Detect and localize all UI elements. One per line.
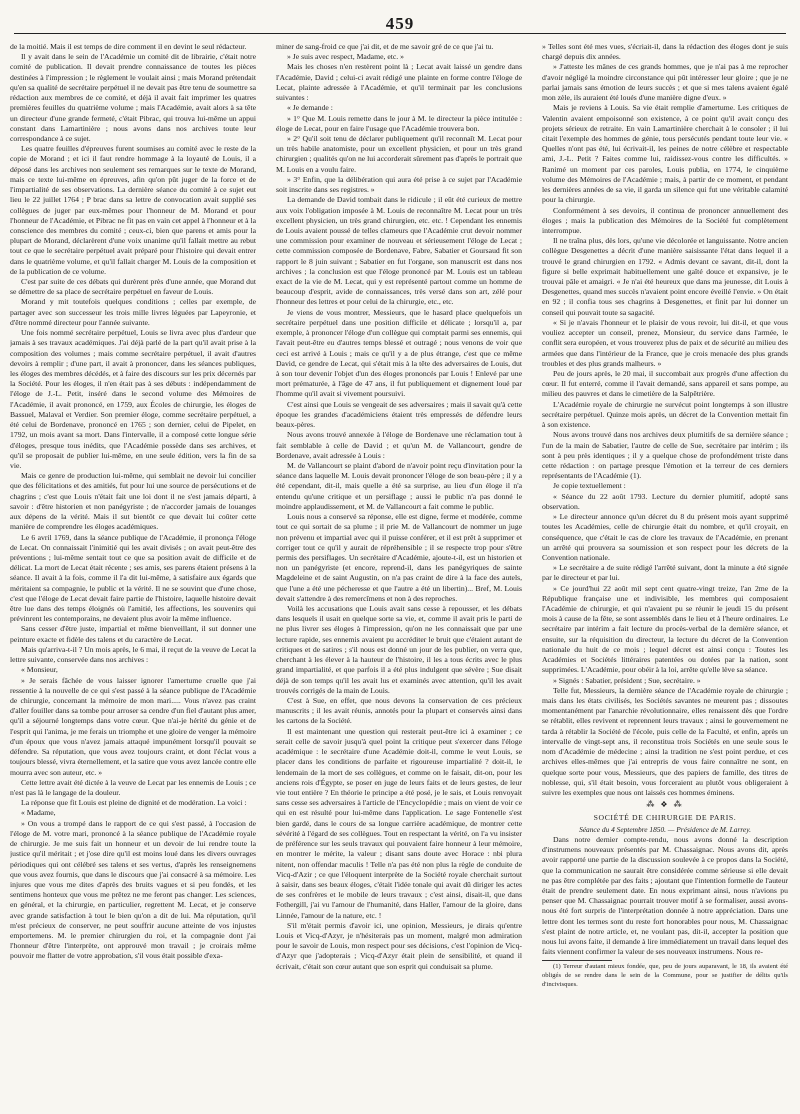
column-2 (276, 42, 522, 1106)
paragraph: La demande de David tombait dans le ridicule ; il eût été curieux de mettre aux voix l'obligation imposée à M. Louis de reconnaître M. Lecat pour un très excellent physicien, un très grand chirurgien, etc. etc. ! Cependant les ennemis de Louis avaient poussé de telles clameurs que l'Académie crut devoir nommer une commission pour examiner de nouveau et sérieusement l'éloge de Lecat ; cette commission composée de Bordenave, Fabre, Sabatier et Goursaud fit son rapport le 8 juin suivant ; Sabatier en fut l'organe, son manuscrit est dans nos archives ; la conclusion est que l'éloge prononcé par M. Louis est un tableau exact de la vie de M. Lecat, qui y est représenté partout comme un homme de beaucoup d'esprit, avide de connaissances, très versé dans son art, zélé pour l'honneur des lettres et pour celui de la chirurgie, etc., etc. (276, 195, 522, 307)
paragraph: » On vous a trompé dans le rapport de ce qui s'est passé, à l'occasion de l'éloge de M. votre mari, prononcé à la séance publique de l'Académie royale de chirurgie. Je me suis fait un honneur et un devoir de lui rendre toute la justice qu'il méritait ; et j'ose dire qu'il est moins loué dans les divers ouvrages périodiques qui ont célébré ses talens et ses vertus, d'après les renseignemens que vous avez fournis, que dans le discours que j'ai consacré à sa mémoire. Les injures que vous me dites d'après des bruits vagues et si peu fondés, et les sentimens honteux que vous me prêtez ne me feront pas changer. Les sciences, en général, et la chirurgie, en particulier, regrettent M. Lecat, et je conserve avec grande satisfaction à tout le bien qu'on a dit de lui. Ma réputation, qu'il m'est précieux de conserver, ne peut souffrir aucune atteinte de vos injustes emportemens. M. le premier chirurgien du roi, et la compagnie dont j'ai l'honneur d'être l'interprète, ont approuvé mon travail ; je croirais même pouvoir me flatter de votre approbation, s'il vous était possible d'exa- (10, 818, 256, 961)
section-subtitle: Séance du 4 Septembre 1850. — Présidence de M. Larrey. (579, 824, 751, 834)
paragraph: « Monsieur, (21, 665, 58, 675)
paragraph: Louis nous a conservé sa réponse, elle est digne, ferme et modérée, comme tout ce qui sortait de sa plume ; il prie M. de Vallancourt de nommer un juge non prévenu et impartial avec qui il puisse conférer, et il est prêt à supprimer et corriger tout ce qu'il y aurait de répréhensible ; il se respecte trop pour s'être permis des persiflages. Un secrétaire d'Académie, ajoute-t-il, est un historien et non un panégyriste (et encore, reprend-il, dans les panégyriques de sainte Magdeleine et de saint Augustin, on n'a pas craint de dire à la face des autels, que l'une a été une pécheresse et que l'autre a été un libertin)... Bref, M. Louis devait s'attendre à des remercîmens et non à des reproches. (276, 512, 522, 603)
paragraph: » Le directeur annonce qu'un décret du 8 du présent mois ayant supprimé toutes les Académies, celle de chirurgie était du nombre, et qu'il croyait, en conséquence, que c'était le cas de clore les travaux de l'Académie, en prenant un arrêté qui prouvera sa soumission et son respect pour les décrets de la Convention nationale. (542, 512, 788, 562)
paragraph: Mais les choses n'en restèrent point là ; Lecat avait laissé un gendre dans l'Académie, David ; celui-ci avait rédigé une plainte en forme contre l'éloge de Lecat, plainte adressée à l'Académie, et qu'il terminait par les conclusions suivantes : (276, 62, 522, 103)
paragraph: Conformément à ses devoirs, il continua de prononcer annuellement des éloges ; mais la publication des Mémoires de la Société fut complètement interrompue. (542, 205, 788, 235)
paragraph: Cette lettre avait été dictée à la veuve de Lecat par les ennemis de Louis ; ce n'est pas là le langage de la douleur. (10, 777, 256, 797)
paragraph: Il y avait dans le sein de l'Académie un comité dit de librairie, c'était notre comité de publication. Il devait prendre connaissance de toutes les pièces destinées à l'impression ; le règlement le voulait ainsi ; mais Morand prétendait qu'en sa qualité de secrétaire perpétuel il ne devait pas être tenu de soumettre sa rédaction aux membres de ce comité, et déjà il avait fait imprimer les quatres premières feuilles du quatrième volume ; mais l'Académie, avait alors à sa tête un directeur d'une grande fermeté, c'était Pibrac, qui trouva lui-même un appui constant dans Lamartinière ; nous avons dans nos archives toute leur correspondance à ce sujet. (10, 52, 256, 143)
header-rule (14, 33, 786, 34)
paragraph: » Je serais fâchée de vous laisser ignorer l'amertume cruelle que j'ai ressentie à la nouvelle de ce qui s'est passé à la séance publique de l'Académie de chirurgie, concernant la mémoire de mon mari..... Vous n'avez pas craint d'aller fouiller dans sa tombe pour arroser sa cendre d'un fiel d'autant plus amer, qu'il a séjourné longtemps dans votre cœur. Que n'ai-je hérité du génie et de l'esprit qui l'anima, je me ferais un triomphe et une gloire de venger la mémoire d'un époux que vous n'avez jamais attaqué impunément lorsqu'il pouvait se défendre. Sa réputation, que vous avez toujours craint, et dont l'éclat vous a toujours blessé, vivra éternellement, et la satire que vous avez lancée contre elle mourra avec son auteur, etc. » (10, 675, 256, 777)
paragraph: Mais je reviens à Louis. Sa vie était remplie d'amertume. Les critiques de Valentin avaient empoisonné son existence, à ce point qu'il avait conçu des projets sérieux de retraite. En vain Lamartinière cherchait à le consoler ; il lui citait l'exemple des hommes de génie, tous persécutés pendant toute leur vie. « Quelles n'ont pas été, lui écrivait-il, les peines de notre célèbre et respectable ami, J.-L. Petit ? Faites comme lui, raidissez-vous contre les difficultés. » Ranimé un moment par ces paroles, Louis publia, en 1774, le cinquième volume des Mémoires de l'Académie ; mais, à partir de ce moment, et pendant les dernières années de sa vie, il garda un silence qui fut une véritable calamité pour la chirurgie. (542, 103, 788, 205)
paragraph: » Je suis avec respect, Madame, etc. » (287, 52, 404, 62)
section-ornament: ⁂ ❖ ⁂ (646, 800, 684, 810)
paragraph: Sans cesser d'être juste, impartial et même bienveillant, il sut donner une peinture exacte et fidèle des talens et du caractère de Lecat. (10, 624, 256, 644)
paragraph: S'il m'était permis d'avoir ici, une opinion, Messieurs, je dirais qu'entre Louis et Vicq-d'Azyr, je n'hésiterais pas un moment, malgré mon admiration pour le savoir de Louis, mon respect pour ses décisions, c'est l'opinion de Vicq-d'Azyr que j'adopterais ; Vicq-d'Azyr était plein de sensibilité, et quand il écrivait, c'était son cœur autant que son esprit qui conduisait sa plume. (276, 920, 522, 971)
paragraph: miner de sang-froid ce que j'ai dit, et de me savoir gré de ce que j'ai tu. (276, 42, 494, 51)
paragraph: C'est ainsi que Louis se vengeait de ses adversaires ; mais il savait qu'à cette époque les grandes d'académiciens étaient très empressés de défendre leurs beaux-pères. (276, 399, 522, 430)
section-title: SOCIÉTÉ DE CHIRURGIE DE PARIS. (593, 813, 737, 823)
footnote: (1) Terreur d'autant mieux fondée, que, peu de jours auparavant, le 18, ils avaient été obligés de se rendre dans le sein de la Commune, pour se justifier de délits qu'ils d'incivisques. (542, 963, 788, 988)
paragraph: » Telles sont été mes vues, s'écriait-il, dans la rédaction des éloges dont je suis chargé depuis dix années. (542, 42, 788, 62)
paragraph: C'est à Sue, en effet, que nous devons la conservation de ces précieux manuscrits ; il les avait réunis, annotés pour la plupart et conservés ainsi dans les cartons de la Société. (276, 696, 522, 726)
paragraph: Je viens de vous montrer, Messieurs, que le hasard place quelquefois un secrétaire perpétuel dans une position difficile et délicate ; lorsqu'il a, par exemple, à prononcer l'éloge d'un collègue qui comptait parmi ses ennemis, qui l'avait peut-être eu d'autres temps blessé et outragé ; nous venons de voir que ceci est arrivé à Louis ; mais ce qu'il y a de plus étrange, c'est que ce même David, ce gendre de Lecat, qui s'était mis à la tête des adversaires de Louis, dut à son tour devenir l'objet d'un des éloges prononcés par Louis ! Enlevé par une mort prématurée, à l'âge de 47 ans, il fut publiquement et dignement loué par l'homme qu'il avait si vivement poursuivi. (276, 307, 522, 399)
paragraph: Il est maintenant une question qui resterait peut-être ici à examiner ; ce serait celle de savoir jusqu'à quel point la critique peut s'exercer dans l'éloge académique : le secrétaire d'une Académie doit-il, comme le veut Louis, se placer dans les conditions de parfaite et rigoureuse impartialité ? doit-il, le lendemain de la mort de ses collègues, et comme on le faisait, dit-on, pour les anciens rois d'Égypte, se poser en juge de leurs faits et de leurs gestes, de leur vie tout entière ? En théorie le principe a été posé, je le sais, et Louis renvoyait sans cesse ses adversaires à l'article de l'Encyclopédie ; mais on vient de voir ce qui en est résulté pour lui-même dans l'application. Le sage Fontenelle s'est bien gardé, dans le cours de sa longue carrière académique, de montrer cette sévérité à l'égard de ses collègues. Tout en respectant la vérité, on l'a vu insister de préférence sur les seuls travaux qui pouvaient faire honneur à leur mémoire, en montrer le mérite, la valeur ; disant sans doute avec Horace : nbi plura nitent, non offendar maculis ! Telle n'a pas été non plus la règle de conduite de Vicq-d'Azir ; ce que l'éloquent interprète de la Société royale cherchait surtout à saisir, dans ses beaux éloges, c'était l'idée tonale qui avait dû diriger les actes de ses confrères et le mobile de leurs travaux ; c'est ainsi, disait-il, que dans Fothergill, j'ai vu l'amour de l'humanité, dans Haller, l'amour de la gloire, dans Linnée, l'amour de la nature, etc. ! (276, 726, 522, 920)
paragraph: Nous avons trouvé annexée à l'éloge de Bordenave une réclamation tout à fait semblable à celle de David ; et qu'un M. de Vallancourt, gendre de Bordenave, avait adressée à Louis : (276, 430, 522, 460)
paragraph: C'est par suite de ces débats qui durèrent près d'une année, que Morand dut se démettre de sa place de secrétaire perpétuel en faveur de Louis. (10, 277, 256, 297)
paragraph: « Madame, (21, 808, 56, 818)
paragraph: Le 6 avril 1769, dans la séance publique de l'Académie, il prononça l'éloge de Lecat. On connaissait l'inimitié qui les avait divisés ; on avait peut-être des préventions ; lui-même sentait tout ce que sa position avait de difficile et de délicat. La mort de Lecat était récente ; ses amis, ses parens étaient présens à la séance. Il avait à la fois, comme il l'a dit lui-même, à satisfaire aux égards que méritaient sa compagnie, le public et la vérité. Il ne se souvint que d'une chose, c'est que l'éloge de Lecat devait faire partie de l'histoire, laquelle histoire devait être lue dans des temps éloignés où l'amitié, les affections, les souvenirs qui prévinrent les contemporains, ne devaient plus avoir la même influence. (10, 532, 256, 624)
paragraph: » 2° Qu'il soit tenu de déclarer publiquement qu'il reconnaît M. Lecat pour un très habile anatomiste, pour un excellent physicien, et pour un très grand chirurgien ; qualités qu'on ne lui accorderait sûrement pas d'après le portrait que M. Louis en a voulu faire. (276, 133, 522, 174)
paragraph: M. de Vallancourt se plaint d'abord de n'avoir point reçu d'invitation pour la séance dans laquelle M. Louis devait prononcer l'éloge de son beau-père ; il y a été cependant, dit-il, mais quelle a été sa surprise, au lieu d'un éloge il n'a entendu qu'une critique et un persiflage ; aussi le public n'a pas donné le moindre applaudissement, et M. de Vallancourt a fait comme le public. (276, 460, 522, 511)
paragraph: » J'atteste les mânes de ces grands hommes, que je n'ai pas à me reprocher d'avoir négligé la moindre circonstance qui pût intéresser leur gloire ; que je ne parlai jamais sans émotion de leurs succès ; et que si mes talens avaient égalé mon zèle, ils auraient été loués d'une manière digne d'eux. » (542, 62, 788, 103)
column-1 (10, 42, 256, 1106)
paragraph: L'Académie royale de chirurgie ne survécut point longtemps à son illustre secrétaire perpétuel. Quinze mois après, un décret de la Convention mettait fin à son existence. (542, 399, 788, 430)
paragraph: « Je demande : (287, 103, 333, 113)
paragraph: Peu de jours après, le 20 mai, il succombait aux progrès d'une affection du cœur. Il fut enterré, comme il l'avait demandé, sans appareil et sans pompe, au milieu des pauvres et dans le cimetière de la Salpêtrière. (542, 369, 788, 399)
paragraph: Morand y mit toutefois quelques conditions ; celles par exemple, de partager avec son successeur les trois mille livres léguées par Lapeyronie, et d'être nommé directeur pour l'année suivante. (10, 297, 256, 327)
paragraph: » Le secrétaire a de suite rédigé l'arrêté suivant, dont la minute a été signée par le directeur et par lui. (542, 563, 788, 583)
paragraph: de la moitié. Mais il est temps de dire comment il en devint le seul rédacteur. (10, 42, 247, 51)
column-3-text (542, 42, 788, 798)
paragraph: » 1° Que M. Louis remette dans le jour à M. le directeur la pièce intitulée : éloge de Lecat, pour en faire l'usage que l'Académie trouvera bon. (276, 113, 522, 133)
page-number: 459 (385, 14, 415, 33)
paragraph: Je copie textuellement : (553, 481, 626, 491)
paragraph: Nous avons trouvé dans nos archives deux plumitifs de sa dernière séance ; l'un de la main de Sabatier, l'autre de celle de Sue, secrétaire par intérim ; ils sont à peu près identiques ; il y a quelque chose de profondément triste dans cette rédaction : on partage presque l'émotion et la terreur de ces derniers représentants de l'Académie (1). (542, 430, 788, 481)
paragraph: Il ne traîna plus, dès lors, qu'une vie décolorée et languissante. Notre ancien collègue Desgenettes a décrit d'une manière saisissante l'état dans lequel il a trouvé le grand chirurgien en 1792. « Admis devant ce savant, dit-il, dont la figure si belle exprimait habituellement une gaîté douce et expansive, je le trouvai pâle et amaigri. « Je n'ai été heureux que dans ma jeunesse, dit Louis à Desgenettes, quand mes succès n'avaient point encore éveillé l'envie. » On était en 92 ; il confia tous ses chagrins à Desgenettes, et finit par lui donner un conseil qui pouvait toute sa sagacité. (542, 236, 788, 317)
paragraph: Une fois nommé secrétaire perpétuel, Louis se livra avec plus d'ardeur que jamais à ses travaux académiques. J'ai déjà parlé de la part qu'il avait prise à la composition des volumes ; mais comme secrétaire perpétuel, il avait d'autres devoirs à remplir ; d'une part, il avait à prononcer, dans les séances publiques, les éloges des membres décédés, et à faire des discours sur les prix décernés par la Société. Pour les éloges, il n'en était pas à ses débuts : indépendamment de l'éloge de J.-L. Petit, inséré dans le second volume des Mémoires de l'Académie, il avait prononcé, en 1759, aux Écoles de chirurgie, les éloges de Bassuel, Malaval et Verdier. Son premier éloge, comme secrétaire perpétuel, a été celui de Bordenave, prononcé en 1765 ; son dernier, celui de Pipelet, en 1792, un mois avant sa mort. Dans l'intervalle, il a composé cette longue série d'éloges, presque tous inédits, que l'Académie possède dans ses archives, et qu'il se proposait de publier lui-même, en une seule édition, vers la fin de sa vie. (10, 328, 256, 470)
paragraph: Dans notre dernier compte-rendu, nous avons donné la description d'instrumens nouveaux présentés par M. Chassaignac. Nous avons dit, après avoir rapporté une partie de la discussion soulevée à ce propos dans la Société, que la communication ne saurait être considérée comme sérieuse si elle devait ne pas être complétée par des faits ; ajoutant que l'intention formelle de l'auteur était de prendre seulement date. En nous exprimant ainsi, nous n'avions pu penser que M. Chassaignac pourrait trouver motif à se formaliser, aussi avons-nous été fort surpris de l'interprétation donnée à notre appréciation. Dans une lettre dont les termes sont du reste fort honorables pour nous, M. Chassaignac s'est plaint de notre article, et, ne voulant pas, dit-il, accepter la position que nous lui avons faite, il demande à lire immédiatement un travail dans lequel des faits viennent confirmer la valeur de ses nouveaux instrumens. Nous re- (542, 834, 788, 957)
paragraph: Mais qu'arriva-t-il ? Un mois après, le 6 mai, il reçut de la veuve de Lecat la lettre suivante, conservée dans nos archives : (10, 644, 256, 665)
paragraph: Telle fut, Messieurs, la dernière séance de l'Académie royale de chirurgie ; mais dans les états civilisés, les Sociétés savantes ne meurent pas ; dissoutes momentanément par l'anarchie révolutionnaire, elles renaissent dès que l'ordre se rétablit, elles revivent et reprennent leurs travaux ; ainsi le gouvernement ne tarda à rétablir la Société de l'école, puis celle de la Faculté, et enfin, après un intervalle de vingt-sept ans, il reconstitua trois Sociétés en une seule sous le nom d'Académie de médecine ; ainsi la tradition ne s'est point perdue, et ces archives elles-mêmes que j'ai entrepris de vous faire connaître ne sont, en quelque sorte pour vous, Messieurs, que des papiers de famille, des titres de noblesse, qui, s'il était besoin, vous forceraient au plutôt vous obligeraient à suivre les exemples que nous ont laissés ces hommes éminens. (542, 685, 788, 797)
paragraph: Mais ce genre de production lui-même, qui semblait ne devoir lui concilier que des félicitations et des amitiés, fut pour lui une source de persécutions et de chagrins ; c'est que Louis n'était fait une loi dont il ne s'est jamais départi, à savoir : d'être historien et non panégyriste ; de n'accorder jamais de louanges aux dépens de la vérité. Mais il sut bientôt ce que devait lui coûter cette manière de comprendre les éloges académiques. (10, 471, 256, 532)
paragraph: » Ce jourd'hui 22 août mil sept cent quatre-vingt treize, l'an 2me de la République française une et indivisible, les membres qui composaient l'Académie de chirurgie, et qui n'avaient pu se réunir le jeudi 15 du présent mois à cause de la fête, se sont assemblés dans le lieu et à l'heure ordinaires. Le secrétaire par intérim a fait lecture du procès-verbal de la dernière séance, et ensuite, sur la réquisition du directeur, la lecture du décret de la Convention nationale du huit de ce mois ; lequel décret est ainsi conçu : Toutes les Académies et Sociétés littéraires patentées ou dotées par la nation, sont supprimées. L'Académie, pour obéir à la loi, arrête qu'elle lève sa séance. (542, 583, 788, 675)
paragraph: Les quatre feuilles d'épreuves furent soumises au comité avec le reste de la copie de Morand ; et ici il faut rendre hommage à la loyauté de Louis, il a déposé dans les archives non seulement ses remarques sur le texte de Morand, mais ce texte lui-même en épreuves, afin qu'on pût juger de la force et de l'impartialité de ses observations. La dernière séance du comité à ce sujet eut lieu le 22 juillet 1764 ; P brac dans sa lettre de convocation avait supplié ses collègues de juger par eux-mêmes pour l'honneur de M. Morand et pour l'honneur de l'Académie, et Pibrac ne fit pas en vain cet appel à l'honneur et à la conscience des membres du comité ; ceux-ci, bien que parens et amis pour la plupart de Morand, déclarèrent d'une voix unanime qu'il fallait mettre au rebut tout ce que le secrétaire perpétuel avait préparé pour l'histoire qui devait entrer dans le quatrième volume, et qu'il fallait charger M. Louis de la composition et de la publication de ce volume. (10, 144, 256, 276)
column-3 (542, 42, 788, 1106)
footnote-rule (542, 960, 612, 961)
paragraph: La réponse que fit Louis est pleine de dignité et de modération. La voici : (21, 798, 247, 808)
paragraph: Voilà les accusations que Louis avait sans cesse à repousser, et les débats dans lesquels il usait en quelque sorte sa vie, et, comme il avait pris le parti de ne plus livrer ses éloges à l'impression, qu'on ne les connaissait que par une lecture rapide, ses ennemis avaient pu accréditer le bruit que c'étaient autant de critiques et de satires ; s'il nous est donné un jour de les publier, on verra que, cherchant à les élever à la hauteur de l'histoire, il les a tous écrits avec le plus grand impartialité, et que parfois il a été plus indulgent que sévère ; Sue disait déjà de son temps qu'il les avait lus et examinés avec attention, qu'il les avait trouvés corrigés de la main de Louis. (276, 604, 522, 695)
paragraph: « Si je n'avais l'honneur et le plaisir de vous revoir, lui dit-il, et que vous vouliez accepter un conseil, prenez, Monsieur, du service dans l'armée, le conflit sera européen, et vous trouverez plus de paix et de sécurité au milieu des armées que dans l'intérieur de la France, que je crois menacée des plus grands troubles et des plus grands malheurs. » (542, 317, 788, 368)
paragraph: » 3° Enfin, que la délibération qui aura été prise à ce sujet par l'Académie soit inscrite dans ses registres. » (276, 174, 522, 195)
column-3-section-text (542, 835, 788, 958)
paragraph: « Séance du 22 août 1793. Lecture du dernier plumitif, adopté sans observation. (542, 491, 788, 511)
paragraph: » Signés : Sabatier, président ; Sue, secrétaire. » (553, 675, 701, 685)
